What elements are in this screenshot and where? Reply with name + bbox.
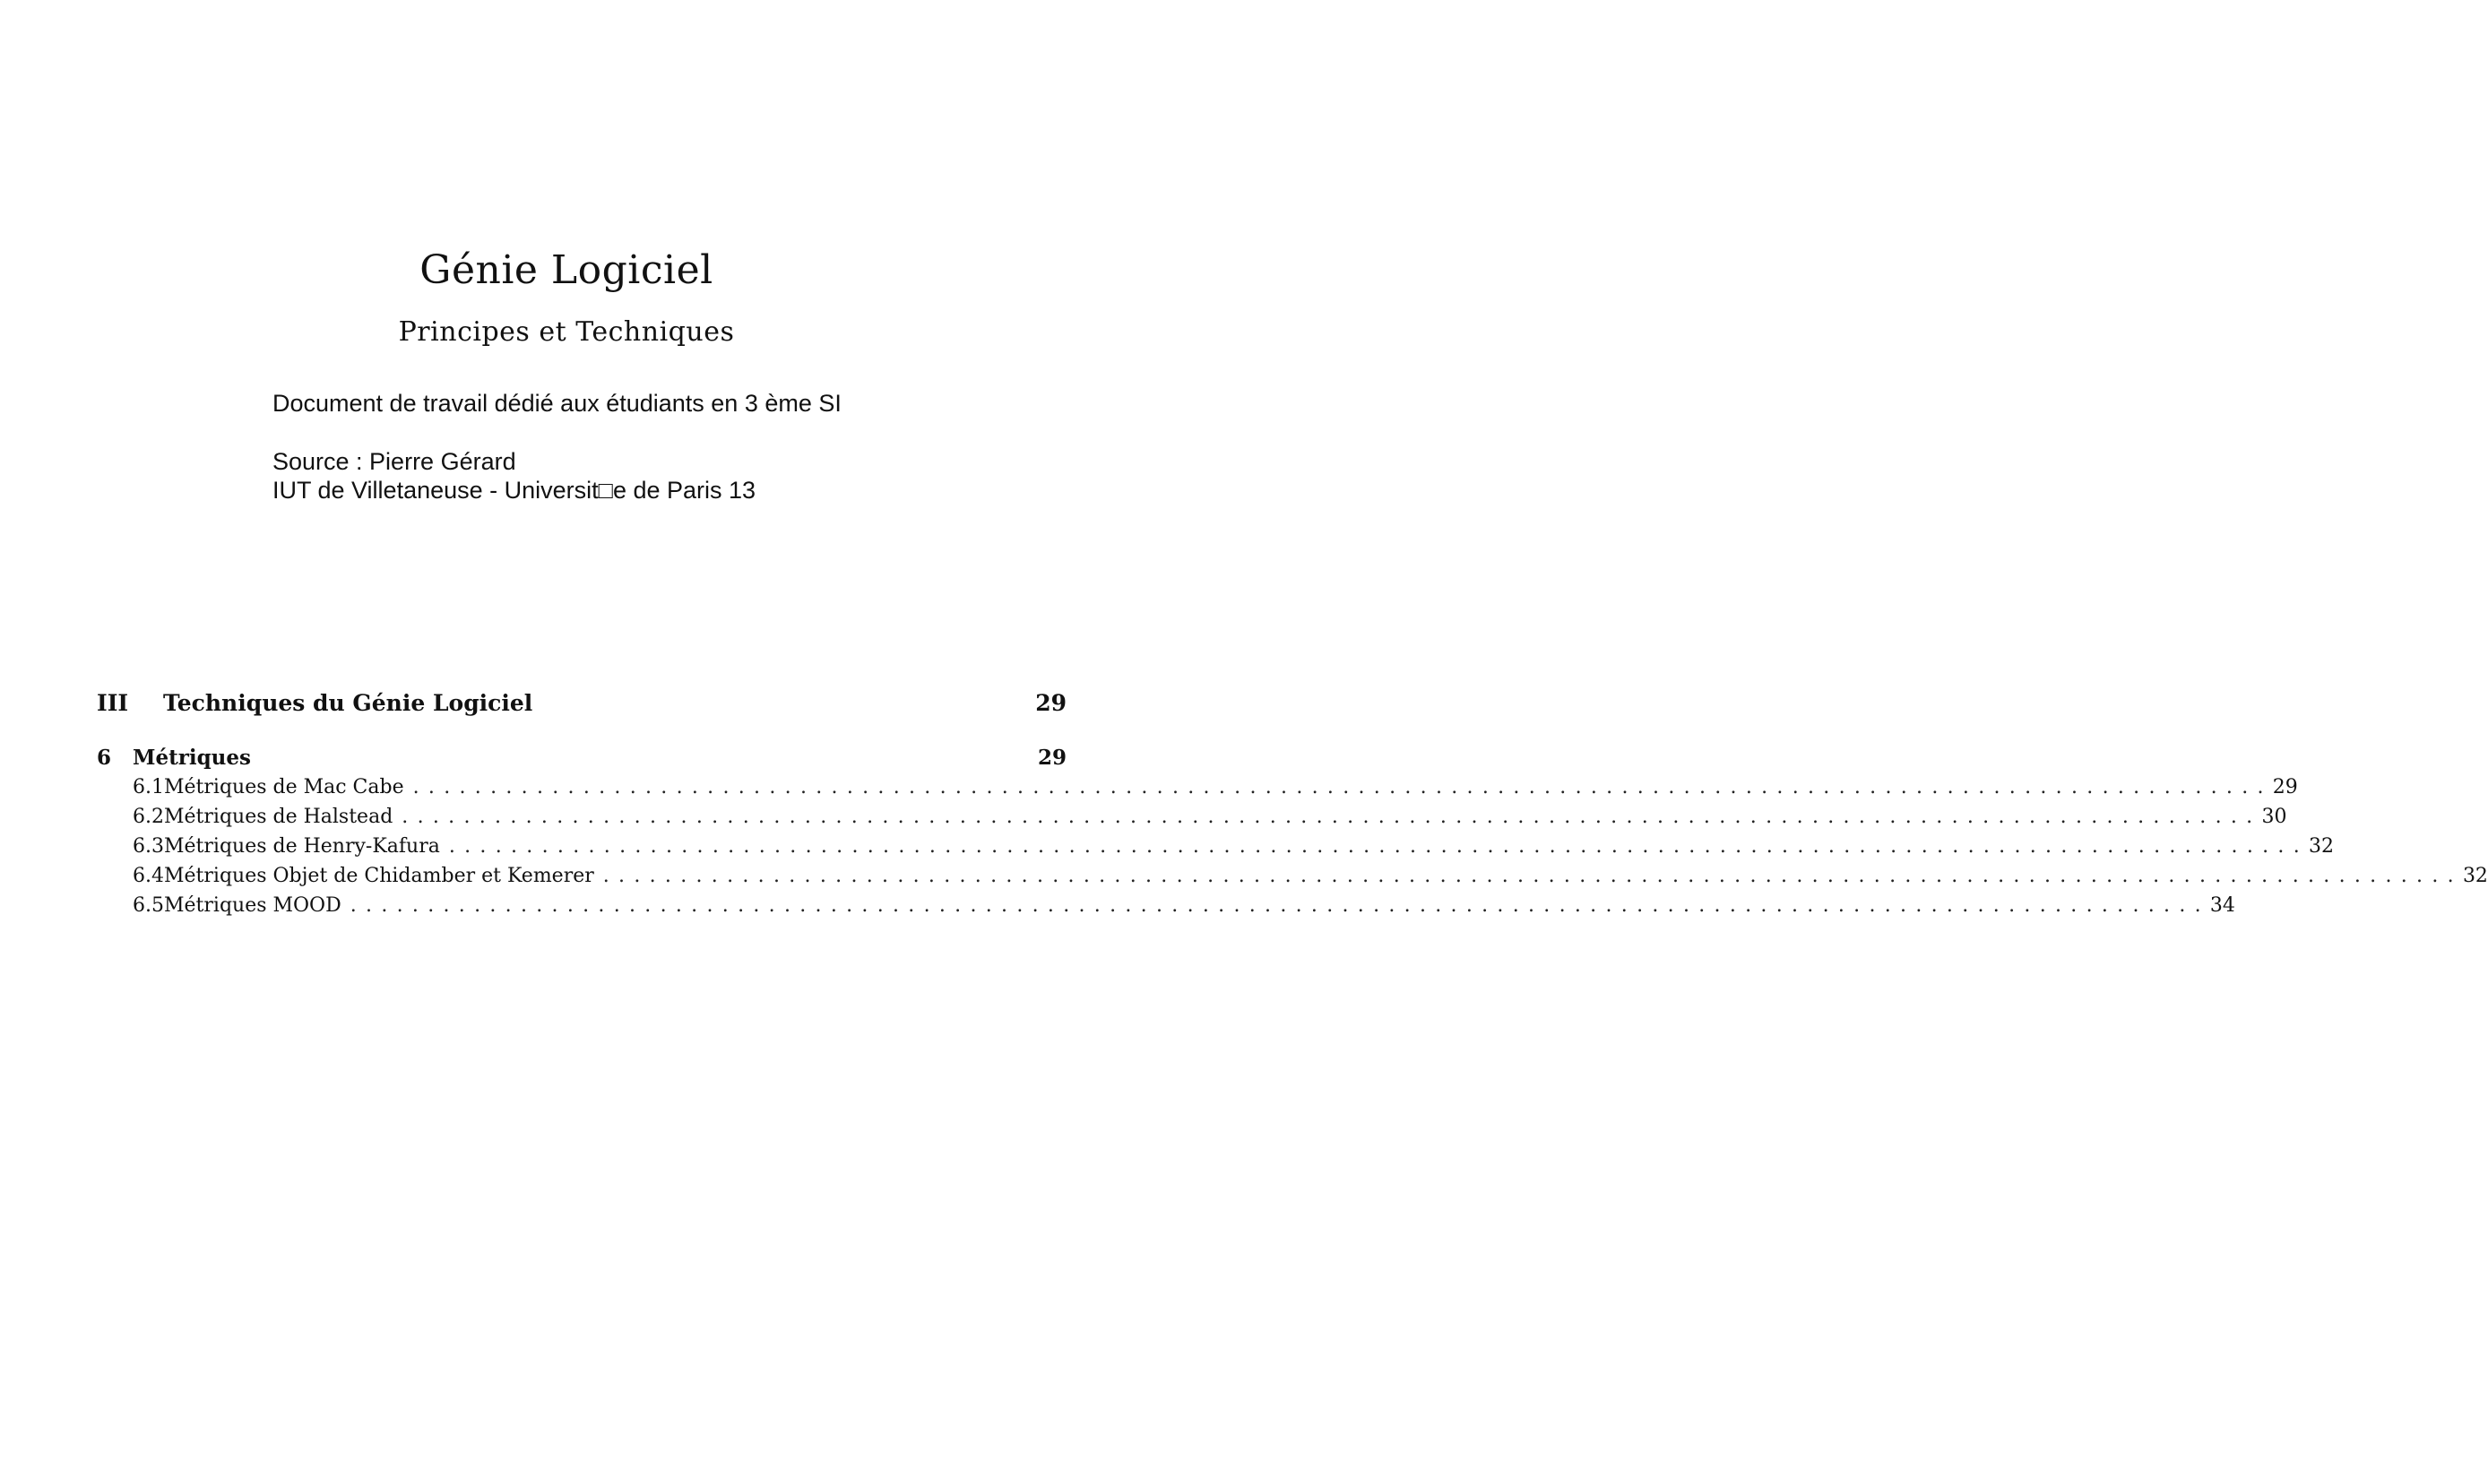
document-subtitle: Principes et Techniques: [398, 316, 735, 348]
toc-entry: [97, 835, 2335, 865]
toc-dot-leader: ........................................................................................................................: [402, 806, 2262, 828]
toc-entry-title: Métriques Objet de Chidamber et Kemerer: [164, 865, 594, 887]
toc-dot-leader: ........................................................................................................................: [448, 835, 2310, 858]
document-affiliation: IUT de Villetaneuse - Universit□e de Paris 13: [272, 477, 756, 504]
toc-entry-page: 30: [2261, 806, 2287, 828]
table-of-contents: [97, 690, 2488, 924]
toc-entry-page: 32: [2462, 865, 2488, 887]
toc-entry-number: 6.4: [133, 865, 164, 887]
toc-entry: [97, 776, 2298, 806]
toc-part: [97, 690, 1067, 722]
toc-chapter-page: 29: [1037, 746, 1067, 770]
toc-part-title: Techniques du Génie Logiciel: [163, 690, 533, 716]
toc-entry-number: 6.5: [133, 894, 164, 917]
toc-chapter: [97, 746, 1067, 776]
toc-dot-leader: ........................................................................................................................: [602, 865, 2463, 887]
toc-entry-number: 6.3: [133, 835, 164, 858]
toc-entry-page: 32: [2309, 835, 2335, 858]
document-source: Source : Pierre Gérard: [272, 448, 516, 475]
toc-entry-title: Métriques de Mac Cabe: [164, 776, 404, 798]
toc-chapter-number: 6: [97, 746, 112, 770]
toc-entry-title: Métriques de Henry-Kafura: [164, 835, 440, 858]
toc-entry: [97, 894, 2235, 924]
toc-entry-number: 6.2: [133, 806, 164, 828]
toc-part-number: III: [97, 690, 129, 716]
toc-entry-title: Métriques de Halstead: [164, 806, 393, 828]
toc-dot-leader: ........................................................................................................................: [350, 894, 2210, 917]
toc-entry: [97, 806, 2287, 835]
toc-chapter-title: Métriques: [133, 746, 251, 770]
toc-entry-number: 6.1: [133, 776, 164, 798]
toc-entry-page: 29: [2272, 776, 2298, 798]
toc-part-page: 29: [1035, 690, 1067, 716]
toc-entry-page: 34: [2209, 894, 2235, 917]
toc-entry: [97, 865, 2488, 894]
document-title: Génie Logiciel: [419, 247, 713, 293]
toc-entry-title: Métriques MOOD: [164, 894, 341, 917]
document-description: Document de travail dédié aux étudiants en 3 ème SI: [272, 390, 842, 417]
toc-dot-leader: ........................................................................................................................: [412, 776, 2273, 798]
